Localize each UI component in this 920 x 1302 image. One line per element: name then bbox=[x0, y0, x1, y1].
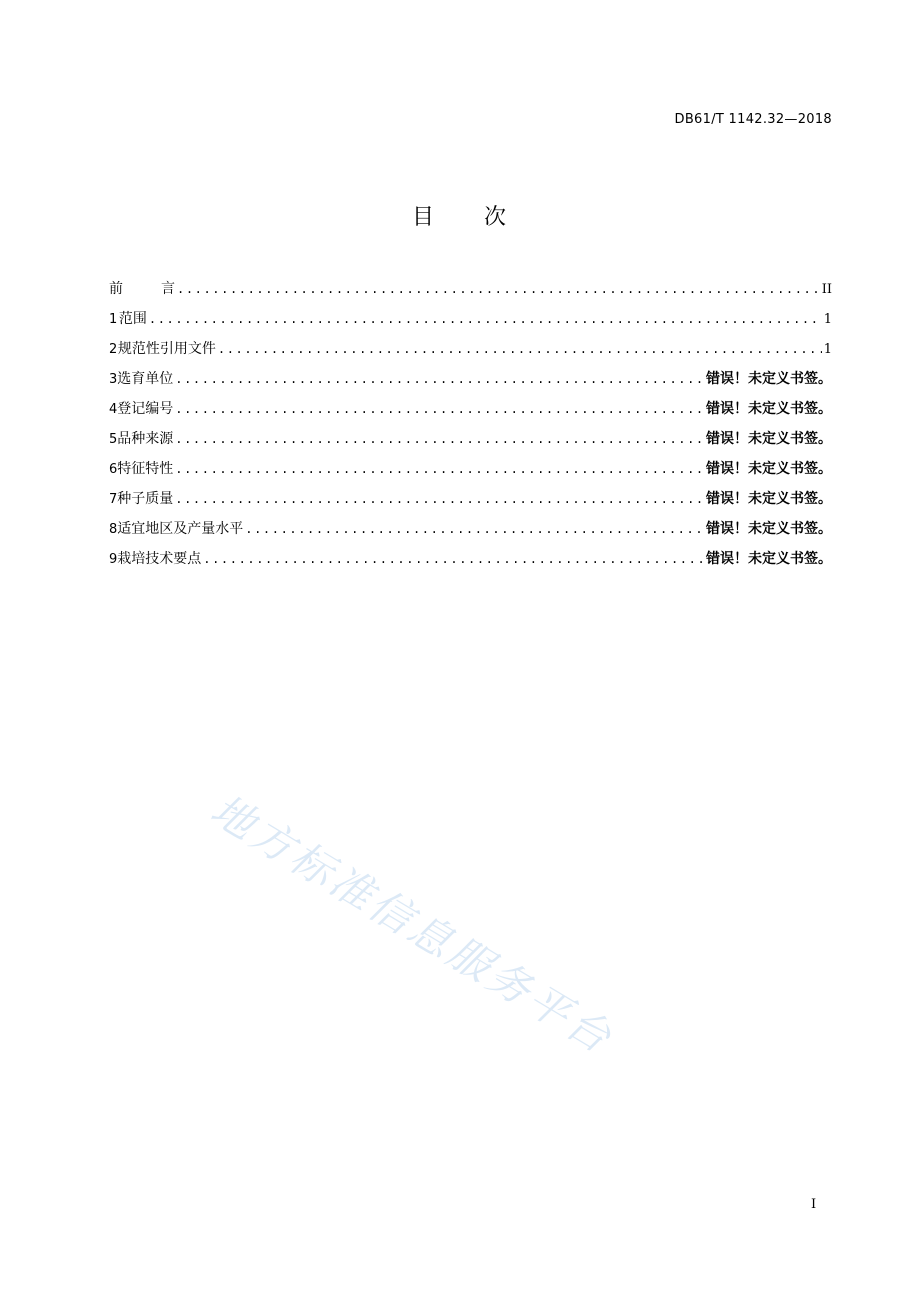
toc-entry-normative-references[interactable] bbox=[109, 338, 832, 368]
toc-entry-title: 品种来源 bbox=[117, 431, 174, 447]
toc-entry-page: II bbox=[821, 282, 832, 297]
toc-leader-dots bbox=[149, 308, 822, 330]
toc-entry-title: 栽培技术要点 bbox=[117, 551, 202, 567]
toc-entry-number: 4 bbox=[109, 402, 118, 417]
toc-entry-variety-source[interactable] bbox=[109, 428, 832, 458]
toc-leader-dots bbox=[175, 458, 704, 480]
toc-leader-dots bbox=[203, 548, 704, 570]
toc-entry-title: 选育单位 bbox=[117, 371, 174, 387]
toc-leader-dots bbox=[175, 488, 704, 510]
toc-entry-number: 5 bbox=[109, 432, 118, 447]
toc-entry-suitable-region[interactable] bbox=[109, 518, 832, 548]
toc-leader-dots bbox=[245, 518, 704, 540]
toc-title-char-2: 次 bbox=[484, 205, 509, 230]
toc-entry-number: 8 bbox=[109, 522, 118, 537]
page-number: I bbox=[811, 1197, 817, 1212]
toc-list bbox=[109, 278, 832, 578]
toc-entry-title: 前 言 bbox=[109, 281, 175, 297]
toc-leader-dots bbox=[175, 398, 704, 420]
toc-entry-number: 1 bbox=[109, 312, 118, 327]
toc-entry-page-error: 错误！未定义书签。 bbox=[706, 551, 832, 567]
toc-leader-dots bbox=[218, 338, 822, 360]
watermark-text: 地方标准信息服务平台 bbox=[202, 784, 623, 1064]
toc-entry-characteristics[interactable] bbox=[109, 458, 832, 488]
toc-entry-title: 规范性引用文件 bbox=[117, 341, 216, 357]
toc-entry-number: 6 bbox=[109, 462, 118, 477]
toc-entry-title: 范围 bbox=[118, 311, 147, 327]
standard-code: DB61/T 1142.32—2018 bbox=[674, 112, 832, 127]
toc-title-char-1: 目 bbox=[411, 205, 436, 230]
toc-entry-number: 2 bbox=[109, 342, 118, 357]
toc-leader-dots bbox=[175, 428, 704, 450]
toc-entry-number: 9 bbox=[109, 552, 118, 567]
toc-entry-page-error: 错误！未定义书签。 bbox=[706, 371, 832, 387]
toc-entry-page-error: 错误！未定义书签。 bbox=[706, 431, 832, 447]
toc-leader-dots bbox=[177, 278, 820, 300]
toc-entry-scope[interactable] bbox=[109, 308, 832, 338]
toc-entry-title: 特征特性 bbox=[117, 461, 174, 477]
toc-entry-number: 7 bbox=[109, 492, 118, 507]
toc-entry-page-error: 错误！未定义书签。 bbox=[706, 521, 832, 537]
toc-leader-dots bbox=[175, 368, 704, 390]
toc-entry-page-error: 错误！未定义书签。 bbox=[706, 491, 832, 507]
toc-entry-page-error: 错误！未定义书签。 bbox=[706, 461, 832, 477]
toc-entry-page: 1 bbox=[823, 312, 832, 327]
toc-entry-cultivation-points[interactable] bbox=[109, 548, 832, 578]
toc-entry-registration-number[interactable] bbox=[109, 398, 832, 428]
toc-title bbox=[0, 200, 920, 231]
toc-entry-page: 1 bbox=[823, 342, 832, 357]
toc-entry-page-error: 错误！未定义书签。 bbox=[706, 401, 832, 417]
toc-entry-number: 3 bbox=[109, 372, 118, 387]
toc-entry-foreword[interactable] bbox=[109, 278, 832, 308]
toc-entry-breeding-unit[interactable] bbox=[109, 368, 832, 398]
toc-entry-seed-quality[interactable] bbox=[109, 488, 832, 518]
toc-entry-title: 种子质量 bbox=[117, 491, 174, 507]
toc-entry-title: 适宜地区及产量水平 bbox=[117, 521, 244, 537]
toc-entry-title: 登记编号 bbox=[117, 401, 174, 417]
